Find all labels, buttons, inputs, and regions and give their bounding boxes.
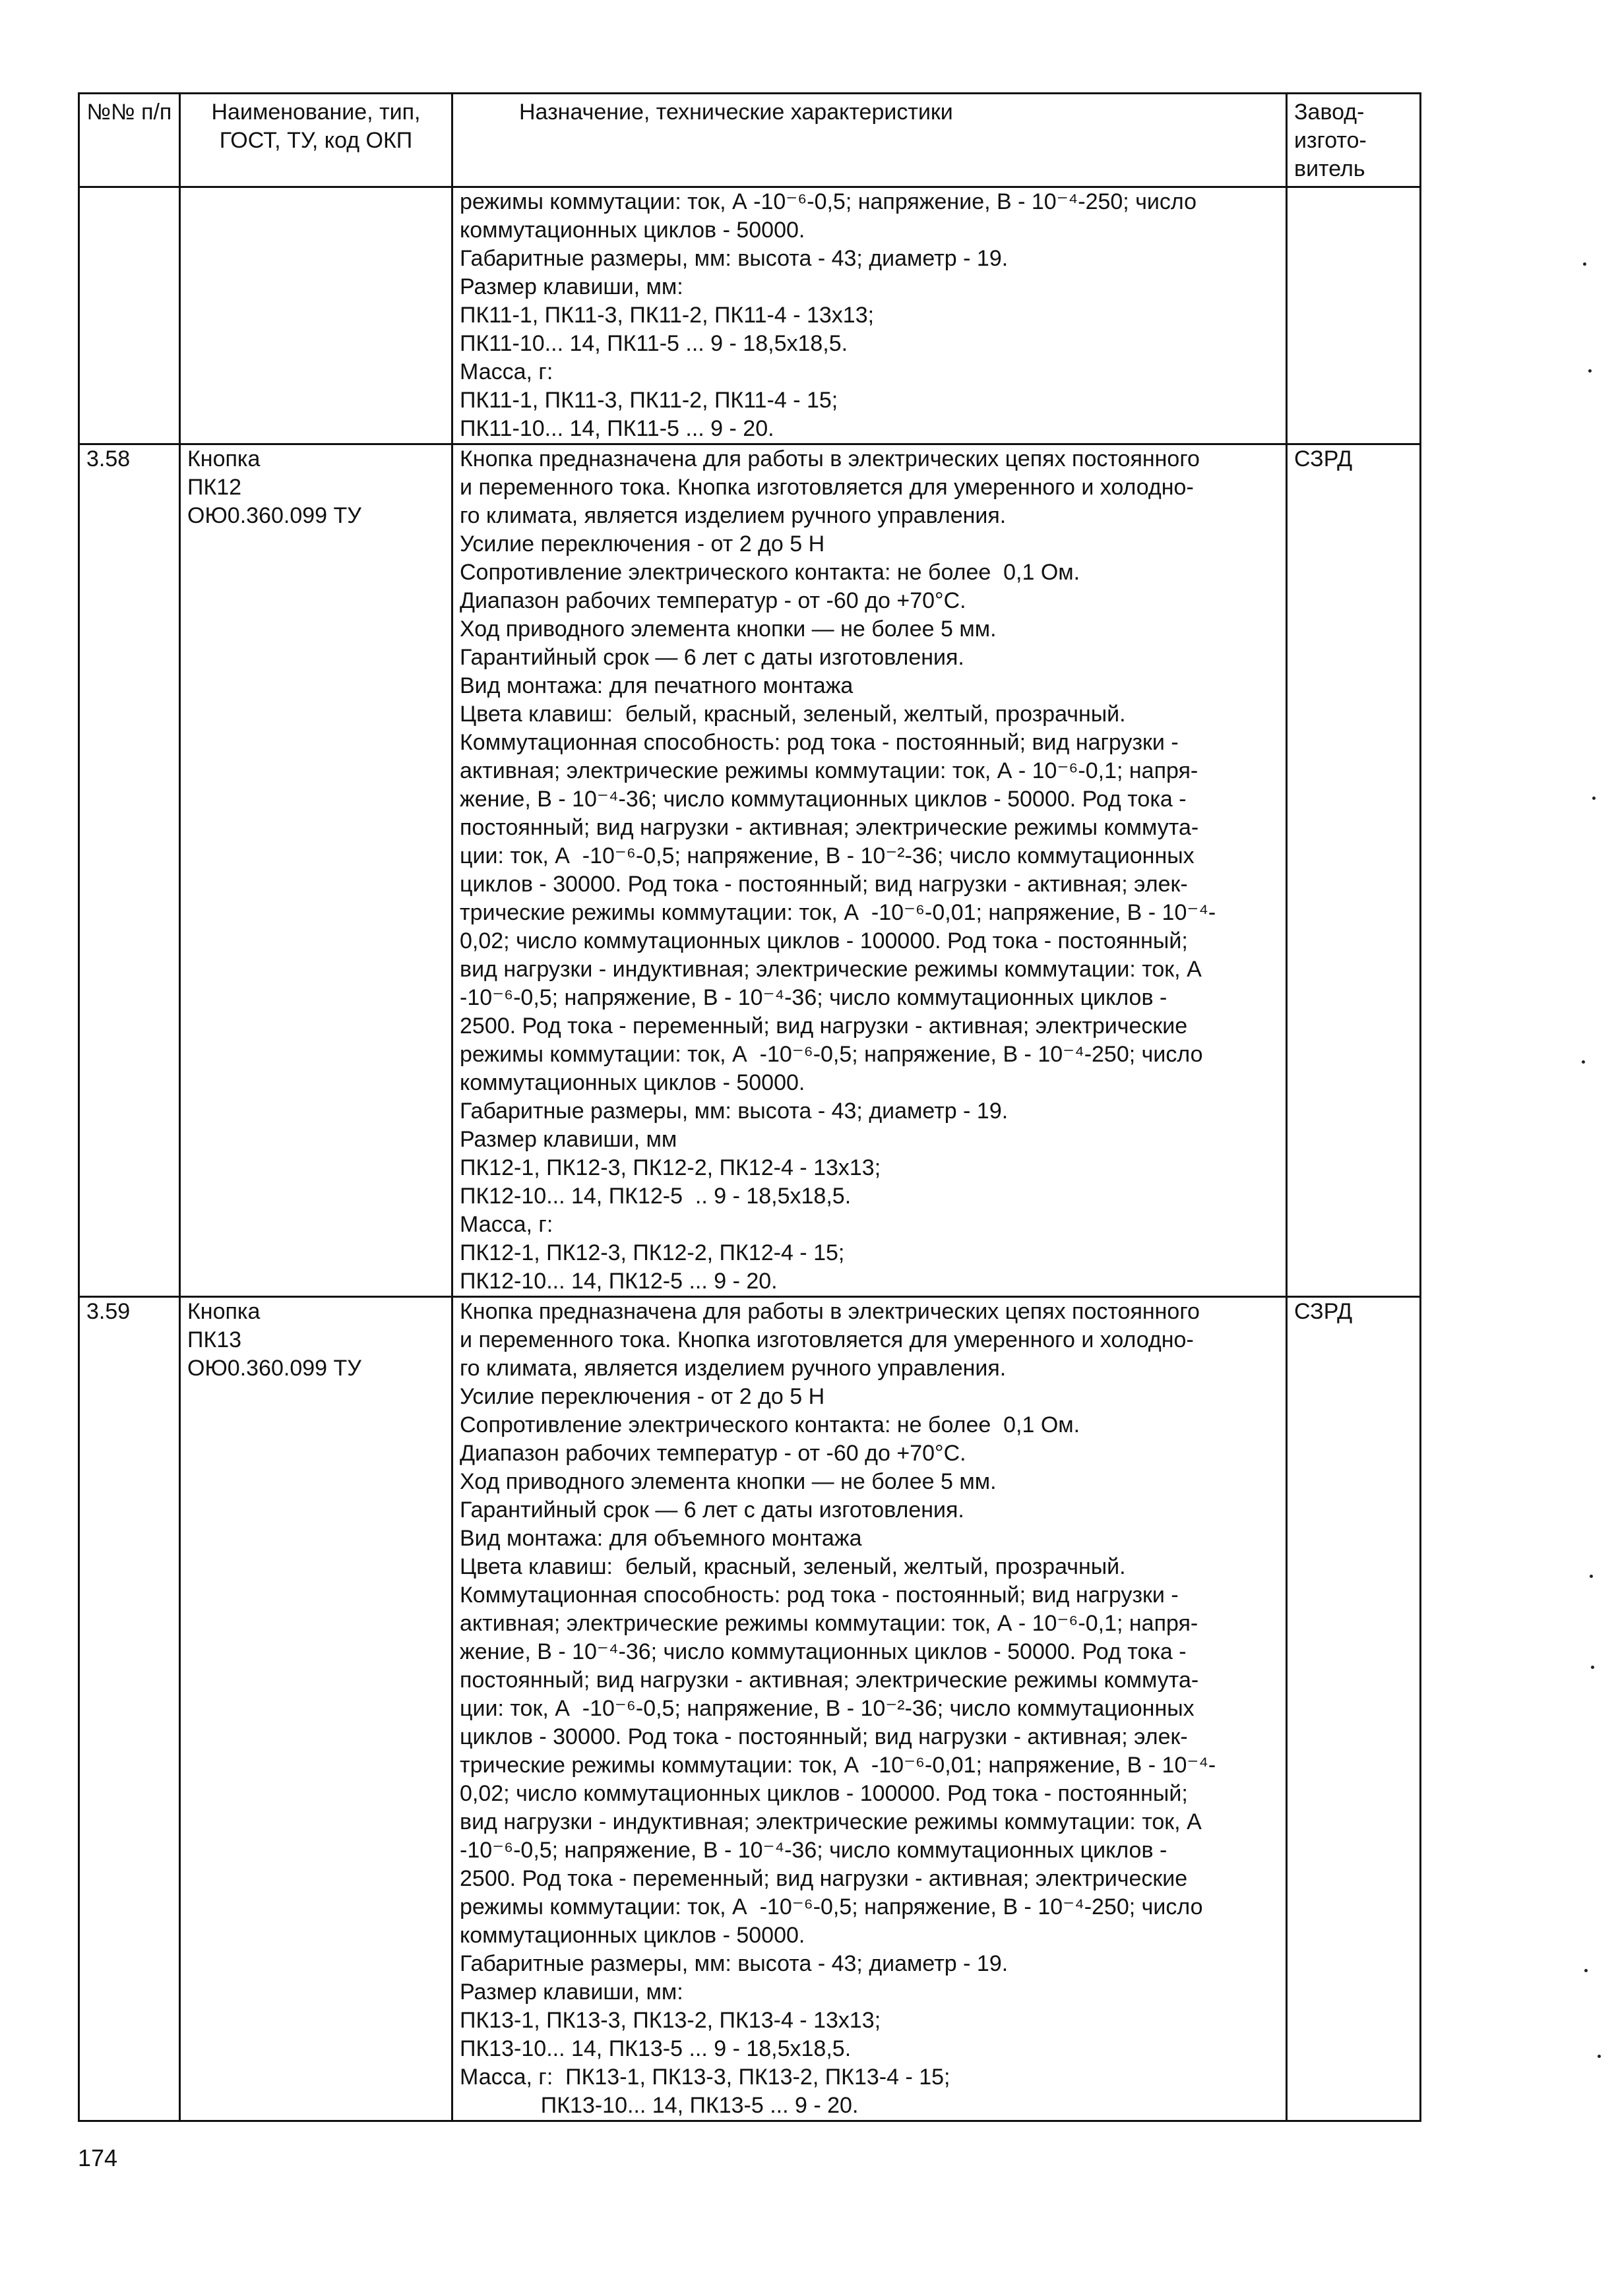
item-description-line: Размер клавиши, мм [460, 1127, 677, 1152]
item-description-line: ПК13-10... 14, ПК13-5 ... 9 - 18,5х18,5. [460, 2036, 852, 2061]
item-description-line: го климата, является изделием ручного управления. [460, 503, 1007, 528]
header-desc [452, 94, 1287, 187]
item-number: 3.58 [79, 444, 180, 1297]
item-description-line: Диапазон рабочих температур - от -60 до +70°С. [460, 588, 966, 613]
item-description-line: Размер клавиши, мм: [460, 274, 683, 299]
item-description-line: ПК12-10... 14, ПК12-5 ... 9 - 20. [460, 1269, 778, 1294]
item-description-line: активная; электрические режимы коммутации: ток, А - 10⁻⁶-0,1; напря- [460, 758, 1198, 783]
item-description-line: ПК12-10... 14, ПК12-5 .. 9 - 18,5х18,5. [460, 1184, 852, 1209]
header-maker-line2: изгото- [1294, 128, 1367, 153]
item-name-line: ПК12 [187, 475, 242, 500]
item-manufacturer [1287, 187, 1421, 444]
item-description-line: жение, В - 10⁻⁴-36; число коммутационных циклов - 50000. Род тока - [460, 787, 1187, 812]
item-description-line: коммутационных циклов - 50000. [460, 218, 805, 243]
header-num-line1: №№ [86, 100, 135, 125]
item-description-line: Размер клавиши, мм: [460, 1979, 683, 2005]
item-description-line: Сопротивление электрического контакта: не более 0,1 Ом. [460, 560, 1080, 585]
item-description-line: Коммутационная способность: род тока - постоянный; вид нагрузки - [460, 730, 1179, 755]
scan-speck [1584, 1969, 1588, 1972]
item-description-cell [452, 1297, 1287, 2121]
item-description-line: коммутационных циклов - 50000. [460, 1070, 805, 1095]
item-description-line: ции: ток, А -10⁻⁶-0,5; напряжение, В - 10⁻²-36; число коммутационных [460, 1696, 1195, 1721]
item-description-line: Диапазон рабочих температур - от -60 до +70°С. [460, 1441, 966, 1466]
item-description-line: ПК12-1, ПК12-3, ПК12-2, ПК12-4 - 13х13; [460, 1155, 881, 1180]
item-description-line: циклов - 30000. Род тока - постоянный; вид нагрузки - активная; элек- [460, 872, 1188, 897]
header-num-line2: п/п [141, 100, 172, 125]
item-number: 3.59 [79, 1297, 180, 2121]
item-name-line: ОЮ0.360.099 ТУ [187, 503, 361, 528]
item-name-line: Кнопка [187, 1299, 261, 1324]
item-description-cell [452, 187, 1287, 444]
item-description-line: циклов - 30000. Род тока - постоянный; вид нагрузки - активная; элек- [460, 1724, 1188, 1749]
item-description-line: 0,02; число коммутационных циклов - 100000. Род тока - постоянный; [460, 928, 1188, 953]
header-name [180, 94, 452, 187]
item-description-line: Ход приводного элемента кнопки — не более 5 мм. [460, 617, 997, 642]
table-header-row [79, 94, 1421, 187]
item-description-line: активная; электрические режимы коммутации: ток, А - 10⁻⁶-0,1; напря- [460, 1611, 1198, 1636]
item-manufacturer: СЗРД [1287, 444, 1421, 1297]
item-name-cell [180, 187, 452, 444]
header-num [79, 94, 180, 187]
item-description-line: Сопротивление электрического контакта: не более 0,1 Ом. [460, 1412, 1080, 1437]
scan-speck [1592, 797, 1596, 800]
item-name-cell [180, 444, 452, 1297]
header-maker [1287, 94, 1421, 187]
header-name-line2: ГОСТ, ТУ, код ОКП [219, 128, 413, 153]
item-description-line: Масса, г: [460, 1212, 553, 1237]
item-description-line: коммутационных циклов - 50000. [460, 1923, 805, 1948]
scan-speck [1582, 1060, 1585, 1064]
scan-speck [1591, 1666, 1594, 1669]
scan-speck [1598, 2055, 1601, 2058]
item-description-line: Габаритные размеры, мм: высота - 43; диаметр - 19. [460, 1099, 1009, 1124]
item-description-line: ПК11-10... 14, ПК11-5 ... 9 - 18,5х18,5. [460, 331, 848, 356]
item-description-line: Гарантийный срок — 6 лет с даты изготовления. [460, 645, 964, 670]
item-number [79, 187, 180, 444]
item-name-line: Кнопка [187, 446, 261, 471]
table-row [79, 1297, 1421, 2121]
scan-speck [1583, 262, 1586, 266]
item-description-line: режимы коммутации: ток, А -10⁻⁶-0,5; напряжение, В - 10⁻⁴-250; число [460, 1894, 1203, 1919]
item-description-line: Масса, г: [460, 359, 553, 384]
item-description-line: Гарантийный срок — 6 лет с даты изготовления. [460, 1497, 964, 1523]
spec-table [78, 92, 1421, 2122]
item-description-line: вид нагрузки - индуктивная; электрические режимы коммутации: ток, А [460, 957, 1202, 982]
item-description-line: постоянный; вид нагрузки - активная; электрические режимы коммута- [460, 815, 1199, 840]
table-row [79, 187, 1421, 444]
item-description-line: ПК12-1, ПК12-3, ПК12-2, ПК12-4 - 15; [460, 1240, 845, 1265]
item-description-line: го климата, является изделием ручного управления. [460, 1356, 1007, 1381]
item-description-line: 2500. Род тока - переменный; вид нагрузки - активная; электрические [460, 1866, 1188, 1891]
scan-speck [1588, 369, 1592, 373]
item-description-line: трические режимы коммутации: ток, А -10⁻⁶-0,01; напряжение, В - 10⁻⁴- [460, 900, 1216, 925]
item-description-line: Вид монтажа: для печатного монтажа [460, 673, 854, 698]
item-description-line: 0,02; число коммутационных циклов - 100000. Род тока - постоянный; [460, 1781, 1188, 1806]
item-description-line: -10⁻⁶-0,5; напряжение, В - 10⁻⁴-36; число коммутационных циклов - [460, 1838, 1167, 1863]
item-description-line: Усилие переключения - от 2 до 5 Н [460, 1384, 825, 1409]
item-manufacturer: СЗРД [1287, 1297, 1421, 2121]
item-description-line: ПК11-10... 14, ПК11-5 ... 9 - 20. [460, 416, 774, 441]
item-name-cell [180, 1297, 452, 2121]
item-description-line: вид нагрузки - индуктивная; электрические режимы коммутации: ток, А [460, 1809, 1202, 1834]
page-number: 174 [78, 2144, 118, 2171]
item-description-line: Цвета клавиш: белый, красный, зеленый, желтый, прозрачный. [460, 702, 1126, 727]
item-description-line: ПК13-10... 14, ПК13-5 ... 9 - 20. [460, 2093, 859, 2118]
item-description-line: ПК11-1, ПК11-3, ПК11-2, ПК11-4 - 13х13; [460, 303, 875, 328]
item-description-line: Кнопка предназначена для работы в электрических цепях постоянного [460, 446, 1200, 471]
item-description-line: режимы коммутации: ток, А -10⁻⁶-0,5; напряжение, В - 10⁻⁴-250; число [460, 1042, 1203, 1067]
item-description-line: Габаритные размеры, мм: высота - 43; диаметр - 19. [460, 1951, 1009, 1976]
item-description-line: Цвета клавиш: белый, красный, зеленый, желтый, прозрачный. [460, 1554, 1126, 1579]
item-description-line: Ход приводного элемента кнопки — не более 5 мм. [460, 1469, 997, 1494]
item-description-line: 2500. Род тока - переменный; вид нагрузки - активная; электрические [460, 1013, 1188, 1039]
item-description-line: Усилие переключения - от 2 до 5 Н [460, 531, 825, 557]
item-description-line: жение, В - 10⁻⁴-36; число коммутационных циклов - 50000. Род тока - [460, 1639, 1187, 1664]
item-description-line: и переменного тока. Кнопка изготовляется для умеренного и холодно- [460, 1327, 1194, 1352]
table-row [79, 444, 1421, 1297]
header-desc-line1: Назначение, технические характеристики [519, 100, 953, 125]
item-description-line: ции: ток, А -10⁻⁶-0,5; напряжение, В - 10⁻²-36; число коммутационных [460, 843, 1195, 868]
item-description-line: Кнопка предназначена для работы в электрических цепях постоянного [460, 1299, 1200, 1324]
item-description-line: Масса, г: ПК13-1, ПК13-3, ПК13-2, ПК13-4 - 15; [460, 2065, 950, 2090]
header-maker-line3: витель [1294, 156, 1365, 181]
header-name-line1: Наименование, тип, [211, 100, 421, 125]
item-description-line: Коммутационная способность: род тока - постоянный; вид нагрузки - [460, 1583, 1179, 1608]
item-description-line: и переменного тока. Кнопка изготовляется для умеренного и холодно- [460, 475, 1194, 500]
item-name-line: ПК13 [187, 1327, 242, 1352]
item-description-line: ПК13-1, ПК13-3, ПК13-2, ПК13-4 - 13х13; [460, 2008, 881, 2033]
item-description-line: ПК11-1, ПК11-3, ПК11-2, ПК11-4 - 15; [460, 388, 838, 413]
item-description-line: трические режимы коммутации: ток, А -10⁻⁶-0,01; напряжение, В - 10⁻⁴- [460, 1753, 1216, 1778]
item-description-line: постоянный; вид нагрузки - активная; электрические режимы коммута- [460, 1668, 1199, 1693]
item-description-cell [452, 444, 1287, 1297]
item-description-line: Вид монтажа: для объемного монтажа [460, 1526, 862, 1551]
header-maker-line1: Завод- [1294, 100, 1365, 125]
item-description-line: -10⁻⁶-0,5; напряжение, В - 10⁻⁴-36; число коммутационных циклов - [460, 985, 1167, 1010]
item-name-line: ОЮ0.360.099 ТУ [187, 1356, 361, 1381]
scan-speck [1590, 1575, 1593, 1578]
item-description-line: режимы коммутации: ток, А -10⁻⁶-0,5; напряжение, В - 10⁻⁴-250; число [460, 189, 1197, 214]
item-description-line: Габаритные размеры, мм: высота - 43; диаметр - 19. [460, 246, 1009, 271]
